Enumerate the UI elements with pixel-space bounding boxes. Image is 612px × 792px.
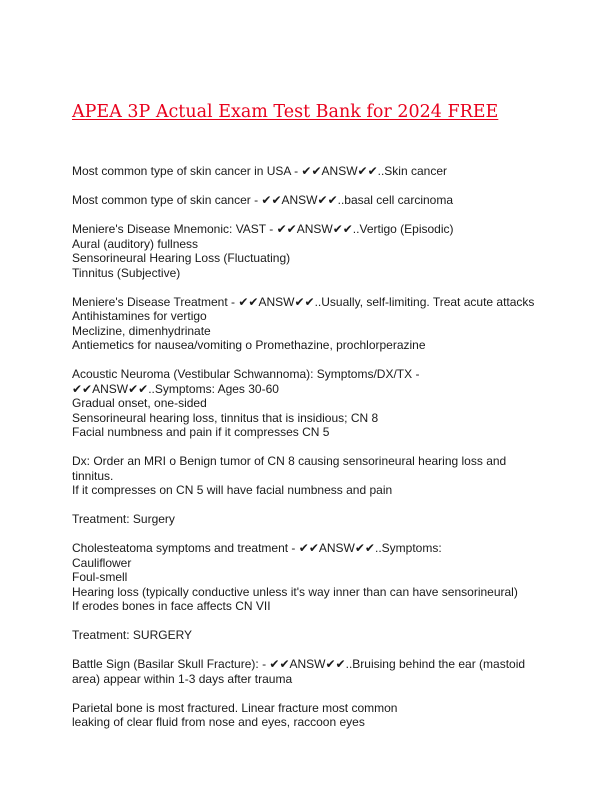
text-line: tinnitus. [72,468,114,483]
text-line: leaking of clear fluid from nose and eyes, raccoon eyes [72,715,365,729]
qa-block [72,295,542,353]
text-line: Aural (auditory) fullness [72,236,199,251]
paragraph-gap [72,498,542,513]
qa-block [72,193,542,208]
paragraph-gap [72,208,542,223]
text-line: Antihistamines for vertigo [72,309,207,323]
paragraph-gap [72,179,542,194]
paragraph-gap [72,686,542,701]
qa-block [72,701,542,730]
qa-block [72,454,542,498]
text-line: Gradual onset, one-sided [72,396,207,410]
text-line: Cholesteatoma symptoms and treatment - ✔✔ANSW✔✔..Symptoms: [72,541,442,555]
text-line: area) appear within 1-3 days after trauma [72,671,293,686]
paragraph-gap [72,280,542,295]
text-line: Sensorineural hearing loss, tinnitus that is insidious; CN 8 [72,410,379,425]
text-line: Most common type of skin cancer - ✔✔ANSW✔✔..basal cell carcinoma [72,193,453,207]
text-line: Meniere's Disease Mnemonic: VAST - ✔✔ANSW✔✔..Vertigo (Episodic) [72,222,454,236]
document-title: APEA 3P Actual Exam Test Bank for 2024 FREE [72,102,499,122]
document-body [72,164,542,730]
qa-block [72,541,542,614]
paragraph-gap [72,353,542,368]
text-line: If it compresses on CN 5 will have facial numbness and pain [72,483,393,497]
paragraph-gap [72,643,542,658]
paragraph-gap [72,440,542,455]
text-line: Most common type of skin cancer in USA - ✔✔ANSW✔✔..Skin cancer [72,164,447,178]
text-line: Tinnitus (Subjective) [72,265,181,280]
text-line: Cauliflower [72,555,132,570]
text-line: Antiemetics for nausea/vomiting o Promethazine, prochlorperazine [72,338,426,352]
text-line: Dx: Order an MRI o Benign tumor of CN 8 causing sensorineural hearing loss and [72,454,507,468]
qa-block [72,222,542,280]
paragraph-gap [72,614,542,629]
text-line: Acoustic Neuroma (Vestibular Schwannoma): Symptoms/DX/TX - [72,367,420,381]
text-line: ✔✔ANSW✔✔..Symptoms: Ages 30-60 [72,381,279,396]
text-line: Treatment: Surgery [72,512,175,526]
text-line: Meclizine, dimenhydrinate [72,323,211,338]
text-line: Facial numbness and pain if it compresses CN 5 [72,425,330,439]
text-line: Parietal bone is most fractured. Linear fracture most common [72,700,398,715]
text-line: Meniere's Disease Treatment - ✔✔ANSW✔✔..Usually, self-limiting. Treat acute attacks [72,294,535,309]
text-line: Foul-smell [72,570,128,584]
text-line: If erodes bones in face affects CN VII [72,599,271,613]
qa-block [72,628,542,643]
qa-block [72,657,542,686]
qa-block [72,164,542,179]
text-line: Hearing loss (typically conductive unless it's way inner than can have sensorineural) [72,584,518,599]
paragraph-gap [72,527,542,542]
text-line: Treatment: SURGERY [72,628,193,642]
qa-block [72,367,542,440]
text-line: Sensorineural Hearing Loss (Fluctuating) [72,251,291,265]
text-line: Battle Sign (Basilar Skull Fracture): - ✔✔ANSW✔✔..Bruising behind the ear (mastoid [72,657,526,671]
qa-block [72,512,542,527]
